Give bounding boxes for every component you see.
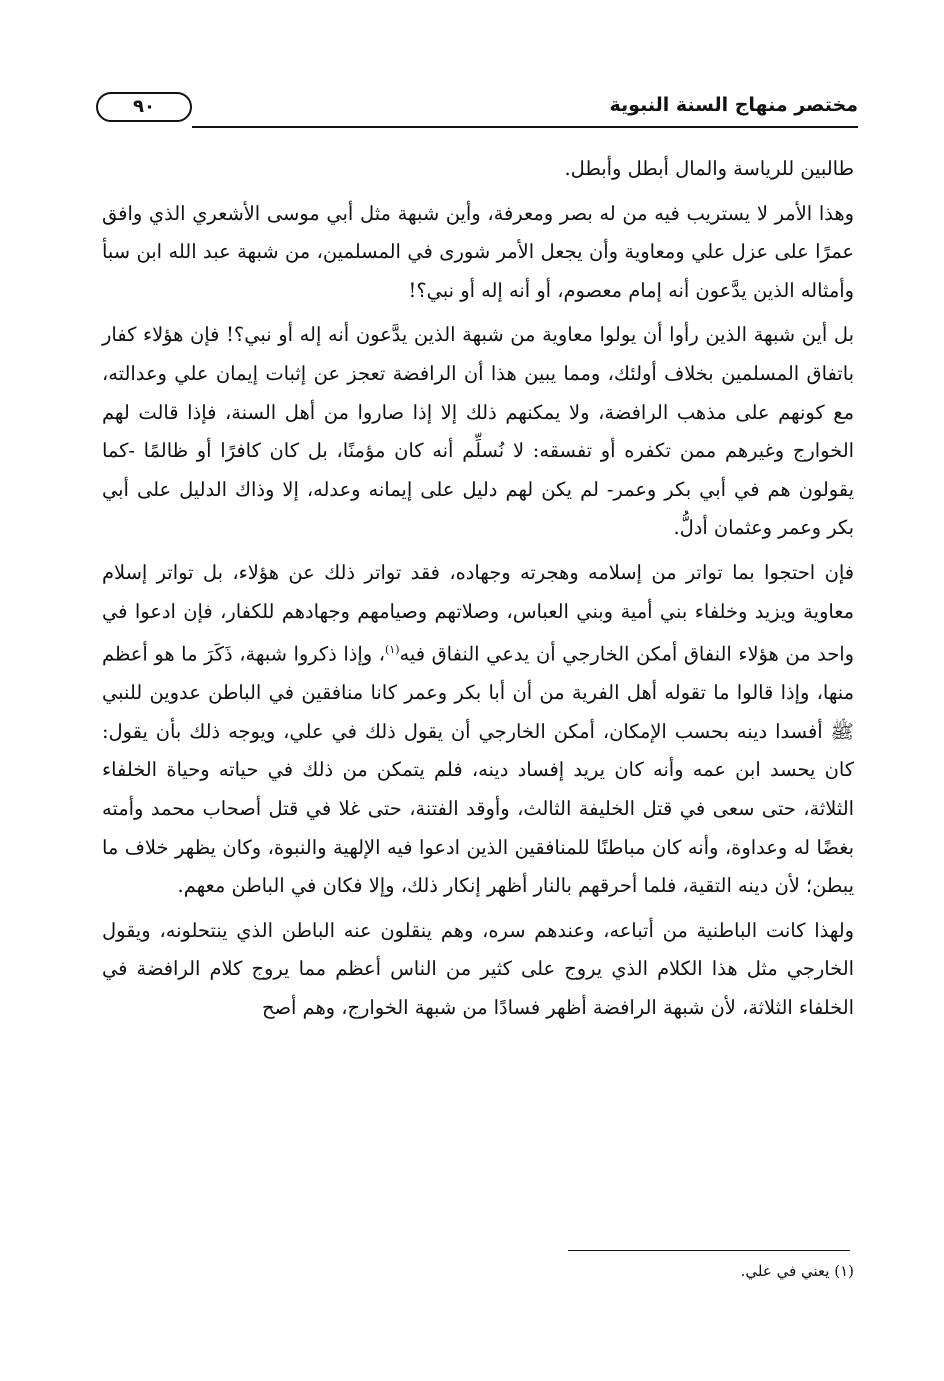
paragraph [102,554,854,906]
paragraph: ولهذا كانت الباطنية من أتباعه، وعندهم سره، وهم ينقلون عنه الباطن الذي ينتحلونه، ويقول الخارجي مثل هذا الكلام الذي يروج على كثير من الناس أعظم مما يروج كلام الرافضة في الخلفاء الثلاثة، لأن شبهة الرافضة أظهر فسادًا من شبهة الخوارج، وهم أصح [102,918,854,1019]
footnote-rule [568,1250,850,1251]
paragraph-text: فإن احتجوا بما تواتر من إسلامه وهجرته وجهاده، فقد تواتر ذلك عن هؤلاء، بل تواتر إسلام معاوية ويزيد وخلفاء بني أمية وبني العباس، وصلاتهم وصيامهم وجهادهم للكفار، فإن ادعوا في واحد من هؤلاء النفاق أمكن الخارجي أن يدعي النفاق فيه [102,560,854,666]
header-rule [192,126,858,128]
footnote-marker: (١) [385,643,400,657]
book-title: مختصر منهاج السنة النبوية [609,94,858,116]
paragraph: بل أين شبهة الذين رأوا أن يولوا معاوية من شبهة الذين يدَّعون أنه إله أو نبي؟! فإن هؤلاء كفار باتفاق المسلمين بخلاف أولئك، ومما يبين هذا أن الرافضة تعجز عن إثبات إيمان علي وعدالته، مع كونهم على مذهب الرافضة، ولا يمكنهم ذلك إلا إذا صاروا من أهل السنة، فإذا قالت لهم الخوارج وغيرهم ممن تكفره أو تفسقه: لا نُسلِّم أنه كان مؤمنًا، بل كان كافرًا أو ظالمًا -كما يقولون هم في أبي بكر وعمر- لم يكن لهم دليل على إيمانه وعدله، إلا وذاك الدليل على أبي بكر وعمر وعثمان أدلُّ. [102,323,854,540]
page-header [96,88,858,132]
paragraph: وهذا الأمر لا يستريب فيه من له بصر ومعرفة، وأين شبهة مثل أبي موسى الأشعري الذي وافق عمرًا على عزل علي ومعاوية وأن يجعل الأمر شورى في المسلمين، من شبهة عبد الله ابن سبأ وأمثاله الذين يدَّعون أنه إمام معصوم، أو أنه إله أو نبي؟! [102,201,854,302]
page-number: ٩٠ [96,92,192,122]
paragraph: طالبين للرياسة والمال أبطل وأبطل. [564,157,854,180]
footnote: (١) يعني في علي. [740,1262,854,1280]
paragraph-text: ، وإذا ذكروا شبهة، ذَكَرَ ما هو أعظم منها، وإذا قالوا ما تقوله أهل الفرية من أن أبا بكر وعمر كانا منافقين في الباطن عدوين للنبي ﷺ أفسدا دينه بحسب الإمكان، أمكن الخارجي أن يقول ذلك في علي، ويوجه ذلك بأن يقول: كان يحسد ابن عمه وأنه كان يريد إفساد دينه، فلم يتمكن من ذلك في حياته وحياة الخلفاء الثلاثة، حتى سعى في قتل الخليفة الثالث، وأوقد الفتنة، حتى غلا في قتل أصحاب محمد وأمته بغضًا له وعداوة، وأنه كان مباطنًا للمنافقين الذين ادعوا فيه الإلهية والنبوة، وكان يظهر خلاف ما يبطن؛ لأن دينه التقية، فلما أحرقهم بالنار أظهر إنكار ذلك، وإلا فكان في الباطن معهم. [102,642,854,898]
main-text [102,150,854,1034]
